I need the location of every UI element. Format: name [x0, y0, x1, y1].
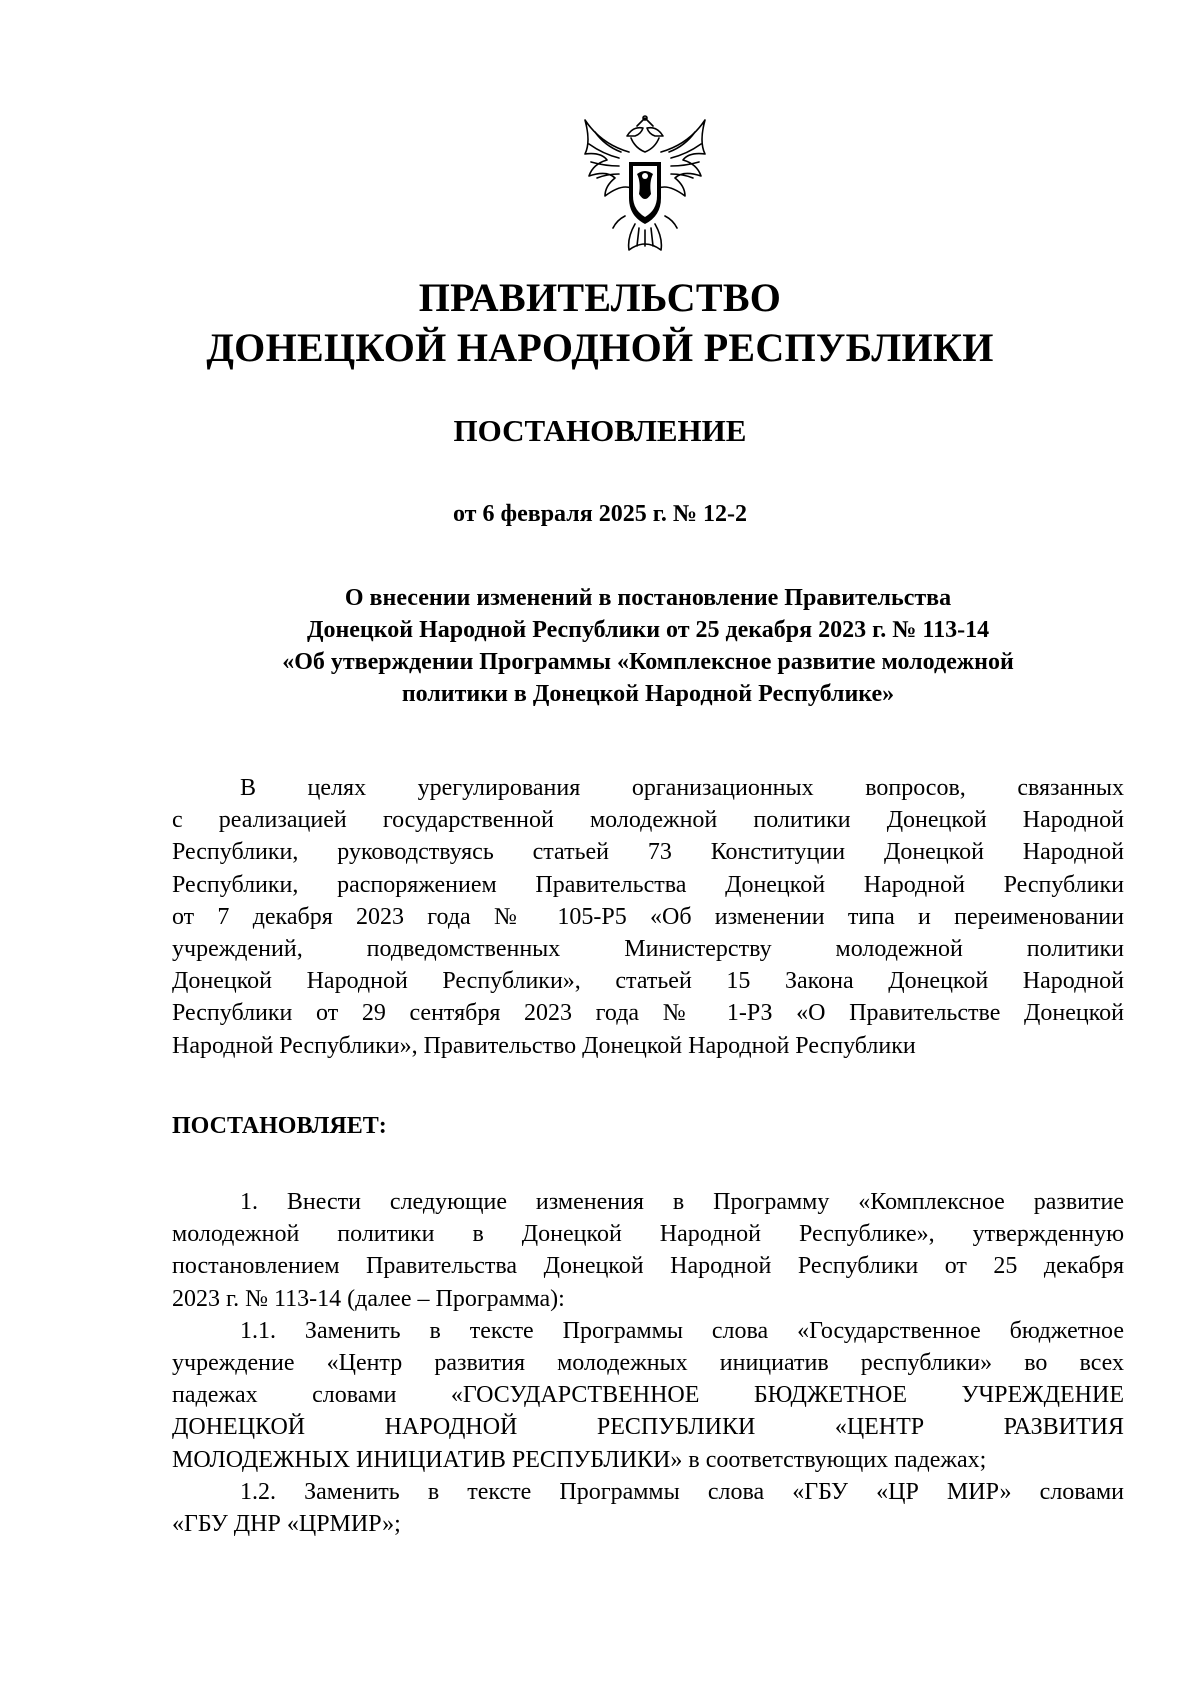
paragraph-line: Республики, распоряжением Правительства Донецкой Народной Республики: [172, 871, 1124, 898]
subject-line: «Об утверждении Программы «Комплексное развитие молодежной: [282, 649, 1014, 675]
document-date-number: от 6 февраля 2025 г. № 12-2: [453, 501, 747, 527]
government-title-line-2: ДОНЕЦКОЙ НАРОДНОЙ РЕСПУБЛИКИ: [206, 325, 994, 370]
document-subject: [172, 582, 1124, 710]
paragraph-line: с реализацией государственной молодежной политики Донецкой Народной: [172, 807, 1124, 834]
decree-heading: ПОСТАНОВЛЯЕТ:: [172, 1113, 387, 1139]
paragraph-line: Народной Республики», Правительство Донецкой Народной Республики: [172, 1032, 916, 1059]
subject-line: Донецкой Народной Республики от 25 декабря 2023 г. № 113-14: [306, 617, 990, 643]
government-title-line-1: ПРАВИТЕЛЬСТВО: [418, 275, 782, 320]
item-line: падежах словами «ГОСУДАРСТВЕННОЕ БЮДЖЕТНОЕ УЧРЕЖДЕНИЕ: [172, 1382, 1124, 1409]
decree-items: [172, 1186, 1124, 1540]
paragraph-line: В целях урегулирования организационных вопросов, связанных: [240, 775, 1124, 801]
item-line: 1.1. Заменить в тексте Программы слова «Государственное бюджетное: [240, 1317, 1124, 1344]
item-line: 1.2. Заменить в тексте Программы слова «ГБУ «ЦР МИР» словами: [240, 1478, 1124, 1505]
paragraph-line: от 7 декабря 2023 года № 105-Р5 «Об изменении типа и переименовании: [172, 903, 1124, 930]
paragraph-line: Республики от 29 сентября 2023 года № 1-РЗ «О Правительстве Донецкой: [172, 1000, 1124, 1027]
subject-line: О внесении изменений в постановление Правительства: [344, 585, 952, 611]
preamble-paragraph: [172, 772, 1124, 1062]
item-line: 1. Внести следующие изменения в Программу «Комплексное развитие: [240, 1189, 1124, 1215]
item-line: МОЛОДЕЖНЫХ ИНИЦИАТИВ РЕСПУБЛИКИ» в соответствующих падежах;: [172, 1446, 987, 1473]
paragraph-line: учреждений, подведомственных Министерству молодежной политики: [172, 936, 1124, 963]
item-line: «ГБУ ДНР «ЦРМИР»;: [172, 1511, 401, 1538]
paragraph-line: Донецкой Народной Республики», статьей 15 Закона Донецкой Народной: [172, 968, 1124, 995]
document-type: ПОСТАНОВЛЕНИЕ: [453, 413, 747, 448]
item-line: постановлением Правительства Донецкой Народной Республики от 25 декабря: [172, 1253, 1124, 1280]
item-line: ДОНЕЦКОЙ НАРОДНОЙ РЕСПУБЛИКИ «ЦЕНТР РАЗВИТИЯ: [172, 1414, 1124, 1441]
item-line: 2023 г. № 113-14 (далее – Программа):: [172, 1285, 565, 1312]
subject-line: политики в Донецкой Народной Республике»: [401, 681, 895, 707]
paragraph-line: Республики, руководствуясь статьей 73 Конституции Донецкой Народной: [172, 839, 1124, 866]
item-line: учреждение «Центр развития молодежных инициатив республики» во всех: [172, 1350, 1124, 1377]
coat-of-arms-emblem: [565, 112, 725, 262]
item-line: молодежной политики в Донецкой Народной Республике», утвержденную: [172, 1221, 1124, 1248]
